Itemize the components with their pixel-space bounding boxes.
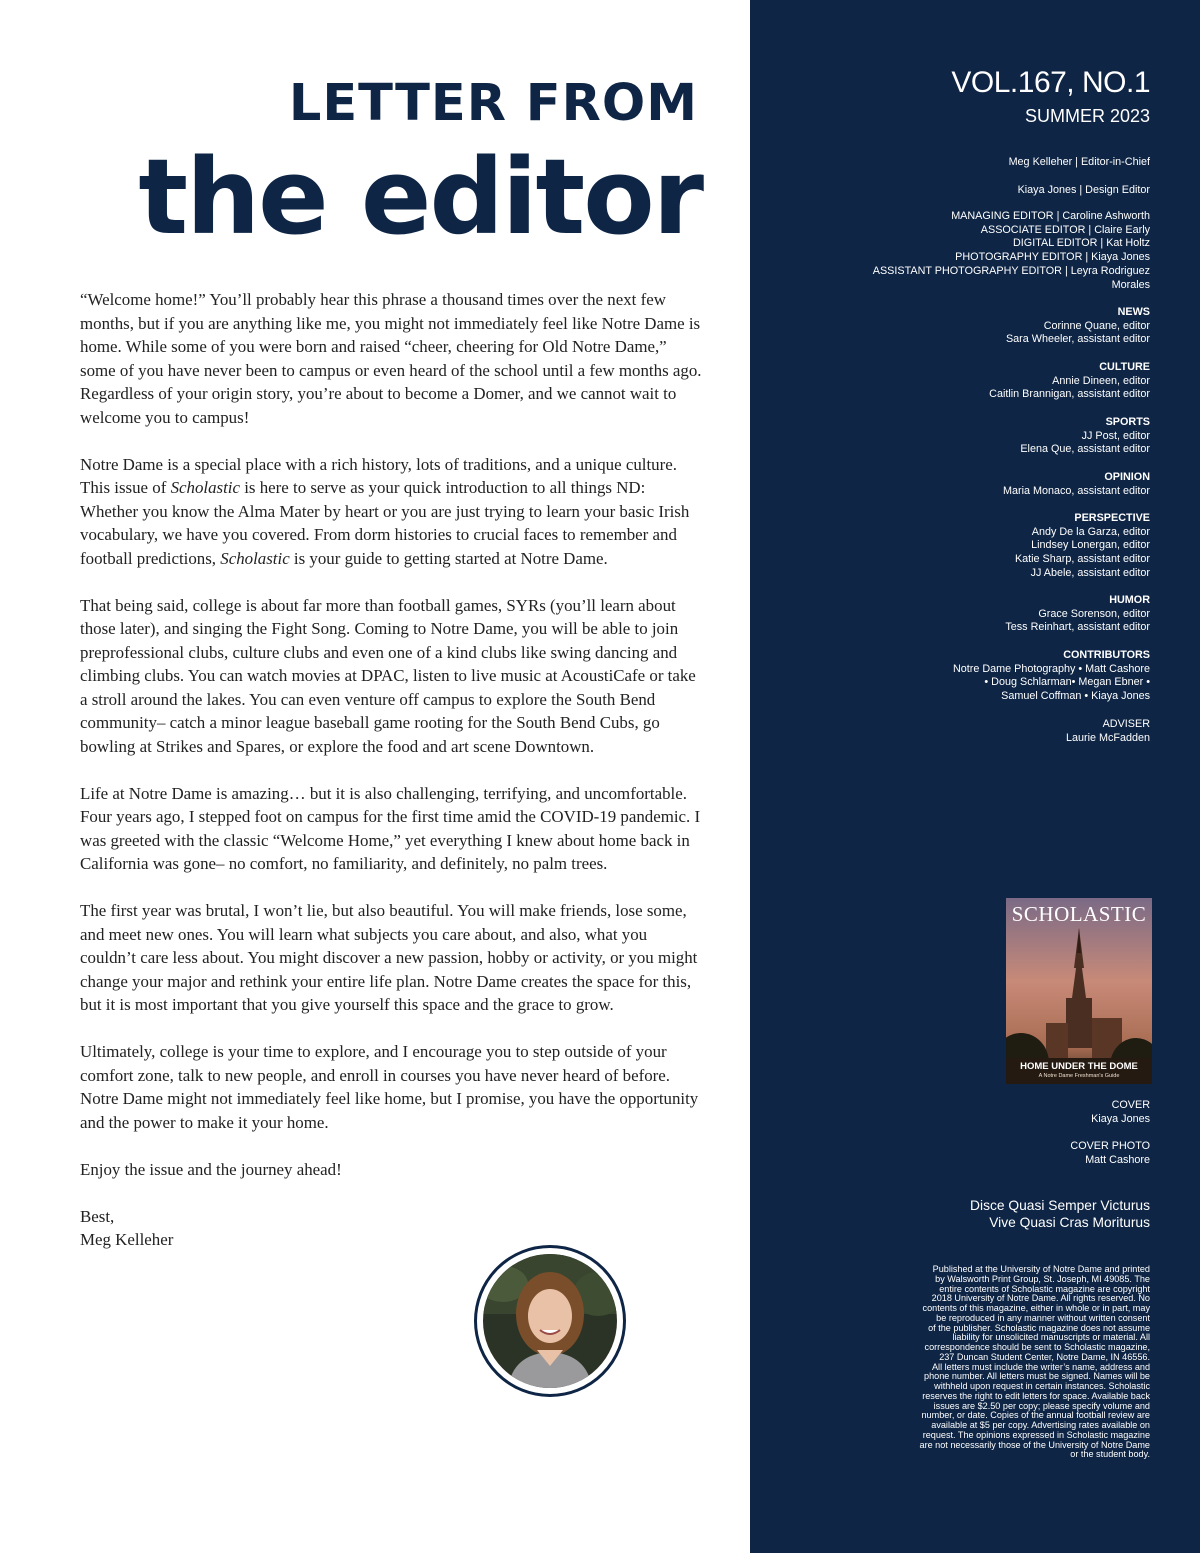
editor-line: ASSOCIATE EDITOR | Claire Early [980,223,1150,236]
notice-line: be reproduced in any manner without written consent [936,1312,1150,1323]
credit-name: Kiaya Jones [1091,1112,1150,1125]
publication-notice [770,1265,1150,1460]
heading-line-2: the editor [138,136,702,258]
letter-text: Notre Dame is a special place with a rich history, lots of traditions, and a unique culture. This issue of [80,454,677,497]
notice-line: are not necessarily those of the University of Notre Dame [919,1439,1150,1450]
notice-line: number, or date. Copies of the annual football review are [921,1410,1150,1421]
letter-paragraph: “Welcome home!” You’ll probably hear this phrase a thousand times over the next few months, but if you are anything like me, you might not immediately feel like Notre Dame is home. While some of you were born and raised “cheer, cheering for Old Notre Dame,” some of you have never been to campus or even heard of the school until a few months ago. Regardless of your origin story, you’re about to become a Domer, and we cannot wait to welcome you to campus! [80,290,702,427]
publication-name: Scholastic [170,478,240,497]
credit-label: COVER PHOTO [1070,1140,1150,1152]
staff-line: JJ Abele, assistant editor [1030,566,1150,579]
section-heading: CONTRIBUTORS [1063,649,1150,661]
news-section [770,306,1150,347]
staff-line: Corinne Quane, editor [1043,319,1150,332]
perspective-section [770,512,1150,581]
staff-line: Samuel Coffman • Kiaya Jones [1001,690,1150,703]
adviser-section [770,718,1150,745]
volume-number: VOL.167, NO.1 [951,66,1150,99]
staff-line: • Doug Schlarman• Megan Ebner • [984,676,1150,689]
letter-paragraph: That being said, college is about far more than football games, SYRs (you’ll learn about those later), and singing the Fight Song. Coming to Notre Dame, you will be able to join preprofessional clubs, culture clubs and even one of a kind clubs like swing dancing and climbing clubs. You can watch movies at DPAC, listen to live music at AcoustiCafe or take a stroll around the lakes. You can even venture off campus to explore the South Bend community– catch a minor league baseball game rooting for the South Bend Cubs, go bowling at Strikes and Spares, or explore the food and art scene Downtown. [80,595,696,756]
staff-line: Lindsey Lonergan, editor [1031,539,1150,552]
section-heading: PERSPECTIVE [1074,512,1150,524]
notice-line: available at $5 per copy. Advertising rates available on [931,1420,1150,1430]
letter-body [80,288,705,1252]
sports-section [770,416,1150,457]
section-heading: HUMOR [1109,594,1150,606]
editor-line: ASSISTANT PHOTOGRAPHY EDITOR | Leyra Rodriguez [872,264,1150,277]
notice-line: Published at the University of Notre Dame and printed [932,1264,1150,1274]
staff-line: Katie Sharp, assistant editor [1014,553,1150,566]
letter-text: is your guide to getting started at Notre Dame. [289,548,608,568]
staff-line: Tess Reinhart, assistant editor [1005,621,1150,634]
notice-line: withheld upon request in certain instances. Scholastic [934,1381,1150,1391]
humor-section [770,594,1150,635]
notice-line: contents of this magazine, either in whole or in part, may [922,1303,1150,1313]
staff-line: Notre Dame Photography • Matt Cashore [952,662,1150,675]
editor-line: MANAGING EDITOR | Caroline Ashworth [951,210,1150,222]
editor-line: DIGITAL EDITOR | Kat Holtz [1013,237,1150,250]
motto-line: Vive Quasi Cras Moriturus [989,1214,1150,1230]
opinion-section [770,471,1150,498]
latin-motto [770,1198,1150,1231]
staff-line: JJ Post, editor [1081,429,1150,442]
credit-name: Matt Cashore [1085,1153,1150,1166]
cover-subline: A Notre Dame Freshman's Guide [1038,1073,1120,1079]
letter-paragraph: Enjoy the issue and the journey ahead! [80,1159,342,1179]
staff-line: Sara Wheeler, assistant editor [1005,333,1150,346]
cover-masthead: SCHOLASTIC [1011,902,1147,926]
section-heading: OPINION [1104,471,1150,483]
notice-line: issues are $2.50 per copy; please specify volume and [933,1400,1150,1411]
portrait-photo [483,1254,617,1388]
section-heading: CULTURE [1099,361,1150,373]
notice-line: or the student body. [1070,1449,1150,1460]
motto-line: Disce Quasi Semper Victurus [970,1198,1150,1213]
notice-line: 237 Duncan Student Center, Notre Dame, IN 46556. [939,1351,1150,1362]
letter-paragraph: The first year was brutal, I won’t lie, but also beautiful. You will make friends, lose some, and meet new ones. You will learn what subjects you care about, and also, what you couldn’t care less about. You might discover a new passion, hobby or activity, or you might change your major and rethink your entire life plan. Notre Dame creates the space for this, but it is most important that you give yourself this space and the grace to grow. [80,901,698,1014]
editor-line: PHOTOGRAPHY EDITOR | Kiaya Jones [955,251,1150,264]
notice-line: liability for unsolicited manuscripts or material. All [952,1332,1150,1343]
editors-list [770,210,1150,292]
section-heading: ADVISER [1102,718,1150,730]
culture-section [770,361,1150,402]
section-heading: SPORTS [1105,416,1150,428]
cover-headline: HOME UNDER THE DOME [1020,1061,1138,1072]
magazine-cover-thumbnail [1006,898,1152,1084]
credit-label: COVER [1111,1099,1150,1111]
letter-paragraph: Ultimately, college is your time to explore, and I encourage you to step outside of your comfort zone, talk to new people, and enroll in courses you have never heard of before. Notre Dame might not immediately feel like home, but I promise, you have the opportunity and the power to make it your home. [80,1042,699,1132]
notice-line: phone number. All letters must be signed. Names will be [924,1371,1150,1382]
staff-line: Maria Monaco, assistant editor [1002,484,1150,497]
staff-line: Laurie McFadden [1065,731,1150,744]
staff-line: Andy De la Garza, editor [1031,525,1150,538]
section-heading: NEWS [1117,306,1150,318]
editor-portrait [474,1245,626,1397]
notice-line: 2018 University of Notre Dame. All rights reserved. No [931,1293,1150,1304]
letter-text: is here to serve as your quick introduction to all things ND: Whether you know the Alma Mater by heart or you are just trying to learn your basic Irish vocabulary, we have you covered. From dorm histories to crucial faces to remember and football predictions, [80,478,690,568]
staff-line: Elena Que, assistant editor [1020,443,1150,456]
letter-paragraph [80,453,705,571]
notice-line: All letters must include the writer’s name, address and [931,1361,1150,1372]
heading-line-1: LETTER FROM [288,74,698,133]
notice-line: request. The opinions expressed in Scholastic magazine [922,1429,1150,1440]
staff-line: Caitlin Brannigan, assistant editor [989,388,1150,401]
notice-line: correspondence should be sent to Scholastic magazine, [924,1342,1150,1352]
editor-in-chief: Meg Kelleher | Editor-in-Chief [1008,156,1150,168]
contributors-section [770,649,1150,704]
notice-line: reserves the right to edit letters for space. Available back [922,1390,1150,1401]
issue-season: SUMMER 2023 [1024,106,1150,126]
cover-photo-credit [770,1140,1150,1167]
staff-line: Grace Sorenson, editor [1038,607,1150,620]
cover-credit [770,1099,1150,1126]
letter-closing: Best, [80,1206,115,1226]
letter-signature: Meg Kelleher [80,1230,174,1249]
letter-paragraph: Life at Notre Dame is amazing… but it is also challenging, terrifying, and uncomfortable. Four years ago, I stepped foot on campus for the first time amid the COVID-19 pandemic. I was greeted with the classic “Welcome Home,” yet everything I knew about home back in California was gone– no comfort, no familiarity, and definitely, no palm trees. [80,783,701,873]
editor-line: Morales [1111,278,1150,291]
publication-name: Scholastic [220,548,290,568]
notice-line: entire contents of Scholastic magazine are copyright [939,1283,1150,1294]
design-editor: Kiaya Jones | Design Editor [1017,184,1150,196]
notice-line: by Walsworth Print Group, St. Joseph, MI 49085. The [935,1273,1150,1284]
staff-line: Annie Dineen, editor [1052,374,1150,387]
notice-line: of the publisher. Scholastic magazine does not assume [928,1322,1150,1333]
